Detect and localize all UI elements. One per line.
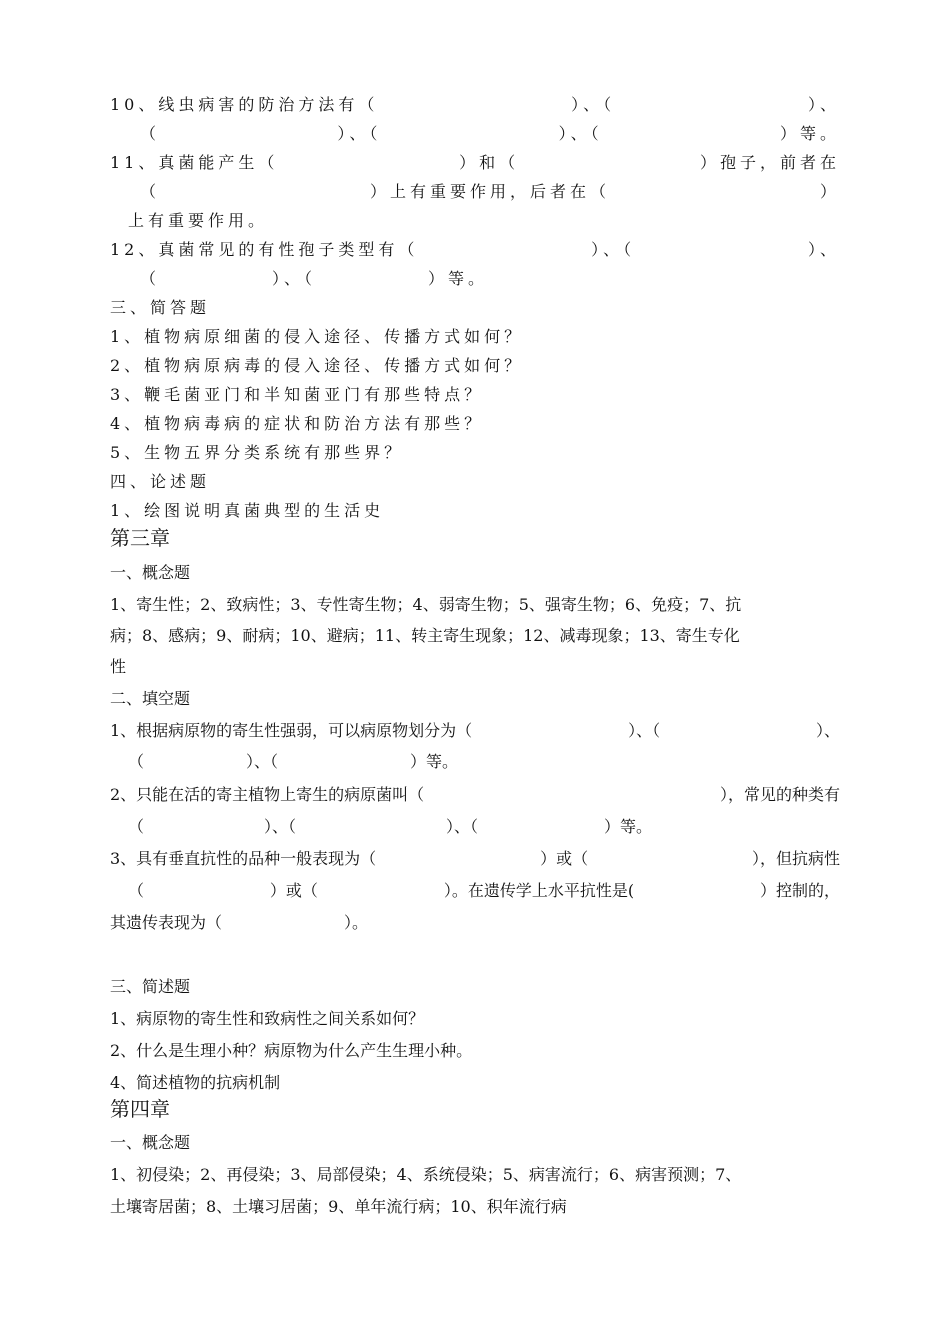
- fill-q10-line2: （ ）、（ ）、（ ）等。: [140, 124, 840, 143]
- concept-list-line: 性: [110, 657, 127, 676]
- section-heading-essay: 四、论述题: [110, 472, 211, 491]
- question-line: 5、生物五界分类系统有那些界？: [110, 443, 405, 462]
- section-heading-fill-in: 二、填空题: [110, 689, 191, 708]
- section-heading-concepts: 一、概念题: [110, 563, 191, 582]
- fill-ch3-q1-line1: 1、根据病原物的寄生性强弱，可以病原物划分为（ ）、（ ）、: [110, 721, 840, 740]
- fill-q11-line3: 上有重要作用。: [128, 211, 269, 230]
- concept-list-line: 1、寄生性；2、致病性；3、专性寄生物；4、弱寄生物；5、强寄生物；6、免疫；7、抗: [110, 595, 742, 614]
- concept-list-line: 土壤寄居菌；8、土壤习居菌；9、单年流行病；10、积年流行病: [110, 1197, 567, 1216]
- chapter-heading-3: 第三章: [110, 526, 170, 550]
- fill-q12-line2: （ ）、（ ）等。: [140, 269, 489, 288]
- concept-list-line: 病；8、感病；9、耐病；10、避病；11、转主寄生现象；12、减毒现象；13、寄生专化: [110, 626, 740, 645]
- fill-ch3-q2-line2: （ ）、（ ）、（ ）等。: [128, 817, 653, 836]
- question-line: 2、什么是生理小种？病原物为什么产生生理小种。: [110, 1041, 473, 1060]
- question-line: 1、病原物的寄生性和致病性之间关系如何？: [110, 1009, 425, 1028]
- fill-ch3-q3-line3: 其遗传表现为（ ）。: [110, 913, 369, 932]
- chapter-heading-4: 第四章: [110, 1097, 170, 1121]
- question-line: 1、绘图说明真菌典型的生活史: [110, 501, 385, 520]
- section-heading-short-answer: 三、简答题: [110, 298, 211, 317]
- fill-ch3-q3-line2: （ ）或（ ）。在遗传学上水平抗性是( ）控制的，: [128, 881, 840, 900]
- section-heading-brief: 三、简述题: [110, 977, 191, 996]
- fill-ch3-q3-line1: 3、具有垂直抗性的品种一般表现为（ ）或（ ），但抗病性: [110, 849, 840, 868]
- question-line: 2、植物病原病毒的侵入途径、传播方式如何？: [110, 356, 525, 375]
- question-line: 4、植物病毒病的症状和防治方法有那些？: [110, 414, 485, 433]
- question-line: 1、植物病原细菌的侵入途径、传播方式如何？: [110, 327, 525, 346]
- concept-list-line: 1、初侵染；2、再侵染；3、局部侵染；4、系统侵染；5、病害流行；6、病害预测；7、: [110, 1165, 742, 1184]
- fill-ch3-q1-line2: （ ）、（ ）等。: [128, 752, 459, 771]
- fill-q10-line1: 10、线虫病害的防治方法有（ ）、（ ）、: [110, 95, 840, 114]
- fill-q11-line2: （ ）上有重要作用，后者在（ ）: [140, 182, 840, 201]
- question-line: 4、简述植物的抗病机制: [110, 1073, 281, 1092]
- fill-q11-line1: 11、真菌能产生（ ）和（ ）孢子，前者在: [110, 153, 840, 172]
- section-heading-concepts: 一、概念题: [110, 1133, 191, 1152]
- question-line: 3、鞭毛菌亚门和半知菌亚门有那些特点？: [110, 385, 485, 404]
- fill-q12-line1: 12、真菌常见的有性孢子类型有（ ）、（ ）、: [110, 240, 840, 259]
- fill-ch3-q2-line1: 2、只能在活的寄主植物上寄生的病原菌叫（ ），常见的种类有: [110, 785, 840, 804]
